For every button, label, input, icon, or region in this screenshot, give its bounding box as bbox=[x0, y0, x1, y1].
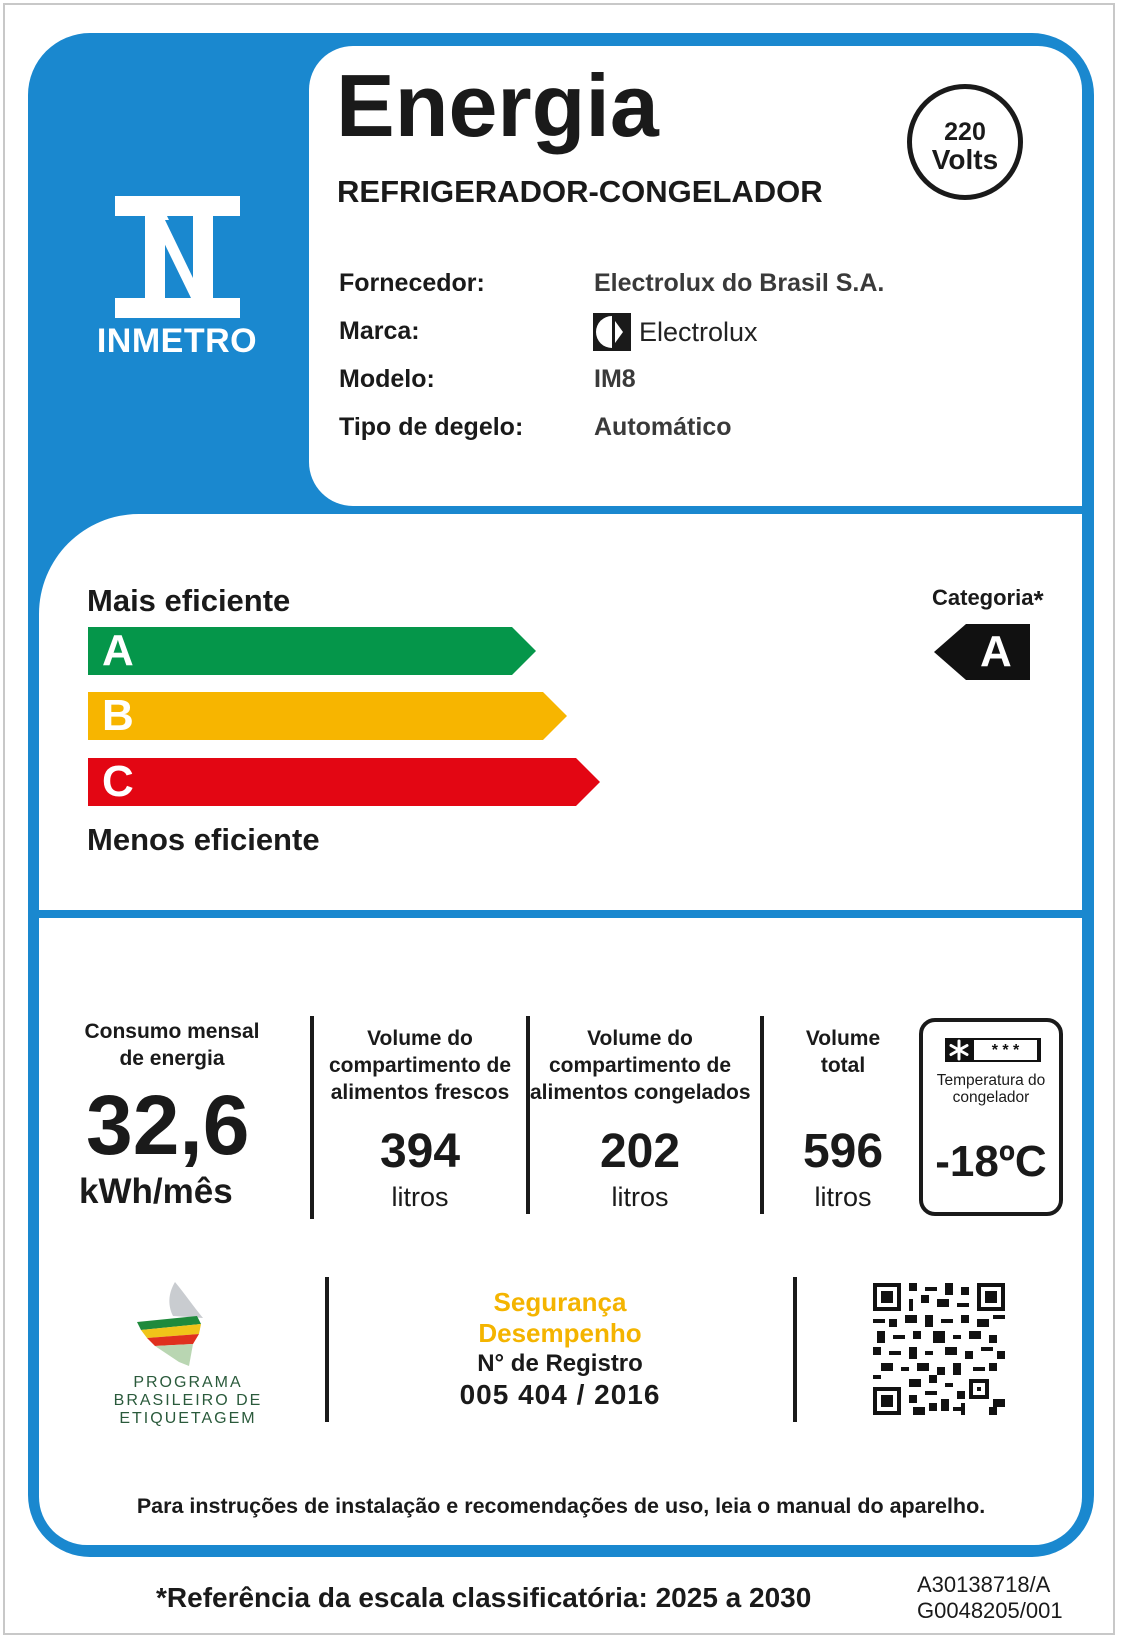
efficiency-letter-c: C bbox=[102, 757, 134, 806]
safety-label: Segurança bbox=[493, 1287, 627, 1317]
supplier-label: Fornecedor: bbox=[339, 269, 485, 297]
brand-label: Marca: bbox=[339, 317, 420, 345]
total-volume-block bbox=[773, 1025, 913, 1211]
divider bbox=[310, 1016, 314, 1219]
fresh-label-3: alimentos frescos bbox=[330, 1081, 510, 1104]
most-efficient-label: Mais eficiente bbox=[87, 583, 291, 618]
pbe-logo-icon bbox=[133, 1282, 213, 1366]
measurements-panel bbox=[39, 918, 1082, 1545]
divider bbox=[793, 1277, 797, 1422]
inmetro-n-icon bbox=[115, 196, 240, 318]
efficiency-bar-a bbox=[88, 627, 536, 675]
brand-value bbox=[593, 313, 758, 351]
category-title bbox=[932, 585, 1044, 616]
efficiency-bar-b bbox=[88, 692, 567, 740]
registry-label: N° de Registro bbox=[477, 1350, 643, 1377]
category-value: A bbox=[980, 627, 1012, 676]
category-asterisk: * bbox=[1033, 585, 1044, 615]
freezer-temp-label-2: congelador bbox=[952, 1089, 1030, 1106]
category-label: Categoria bbox=[932, 585, 1034, 610]
program-line-1: PROGRAMA bbox=[133, 1374, 243, 1391]
freezer-star-rating bbox=[945, 1038, 1041, 1062]
freezer-temp-label-1: Temperatura do bbox=[936, 1072, 1046, 1089]
frozen-label-3: alimentos congelados bbox=[530, 1081, 751, 1104]
voltage-badge bbox=[907, 84, 1023, 200]
efficiency-letter-b: B bbox=[102, 691, 134, 740]
consumption-value: 32,6 bbox=[86, 1078, 250, 1172]
defrost-label: Tipo de degelo: bbox=[339, 413, 524, 441]
supplier-value: Electrolux do Brasil S.A. bbox=[594, 269, 885, 297]
frozen-volume-block bbox=[530, 1025, 750, 1211]
program-line-3: ETIQUETAGEM bbox=[119, 1410, 257, 1427]
category-indicator bbox=[934, 624, 1030, 680]
frozen-value: 202 bbox=[599, 1125, 681, 1178]
fresh-unit: litros bbox=[391, 1182, 449, 1212]
label-codes bbox=[917, 1572, 1063, 1624]
usage-instructions: Para instruções de instalação e recomendações de uso, leia o manual do aparelho. bbox=[136, 1494, 986, 1518]
total-unit: litros bbox=[814, 1182, 872, 1212]
electrolux-logo-icon bbox=[593, 313, 631, 351]
freezer-temperature-box bbox=[919, 1018, 1063, 1216]
model-value: IM8 bbox=[594, 365, 636, 393]
label-code-2: G0048205/001 bbox=[917, 1598, 1063, 1623]
total-label-1: Volume bbox=[805, 1027, 881, 1050]
total-value: 596 bbox=[802, 1125, 884, 1178]
reference-scale-note: *Referência da escala classificatória: 2025 a 2030 bbox=[156, 1582, 812, 1613]
model-label: Modelo: bbox=[339, 365, 435, 393]
label-code-1: A30138718/A bbox=[917, 1572, 1051, 1597]
brand-name: Electrolux bbox=[639, 316, 758, 347]
snowflake-icon bbox=[948, 1039, 970, 1061]
voltage-unit: Volts bbox=[931, 144, 999, 175]
divider bbox=[760, 1016, 764, 1214]
performance-label: Desempenho bbox=[478, 1318, 642, 1348]
inmetro-wordmark: INMETRO bbox=[96, 322, 258, 360]
consumption-unit: kWh/mês bbox=[79, 1172, 233, 1211]
freezer-temp-value: -18ºC bbox=[935, 1137, 1047, 1186]
divider bbox=[325, 1277, 329, 1422]
frozen-label-2: compartimento de bbox=[548, 1054, 732, 1077]
consumption-label-1: Consumo mensal bbox=[84, 1020, 260, 1043]
qr-code-icon bbox=[873, 1283, 1005, 1415]
total-label-2: total bbox=[820, 1054, 866, 1077]
fresh-label-1: Volume do bbox=[367, 1027, 473, 1050]
freezer-stars: * * * bbox=[974, 1040, 1037, 1060]
freezer-temp-label bbox=[923, 1072, 1059, 1106]
page-title: Energia bbox=[336, 56, 659, 155]
registry-number: 005 404 / 2016 bbox=[459, 1379, 661, 1410]
product-type: REFRIGERADOR-CONGELADOR bbox=[337, 174, 823, 209]
program-line-2: BRASILEIRO DE bbox=[113, 1392, 263, 1409]
fresh-volume-block bbox=[320, 1025, 520, 1211]
consumption-label-2: de energia bbox=[119, 1047, 225, 1070]
program-name bbox=[108, 1374, 268, 1428]
voltage-value: 220 bbox=[944, 118, 986, 146]
efficiency-letter-a: A bbox=[102, 626, 134, 675]
fresh-value: 394 bbox=[379, 1125, 461, 1178]
efficiency-bar-c bbox=[88, 758, 600, 806]
consumption-block bbox=[72, 1018, 272, 1072]
least-efficient-label: Menos eficiente bbox=[87, 822, 320, 857]
fresh-label-2: compartimento de bbox=[328, 1054, 512, 1077]
frozen-label-1: Volume do bbox=[587, 1027, 693, 1050]
registry-block bbox=[340, 1287, 780, 1411]
defrost-value: Automático bbox=[594, 413, 732, 441]
frozen-unit: litros bbox=[611, 1182, 669, 1212]
